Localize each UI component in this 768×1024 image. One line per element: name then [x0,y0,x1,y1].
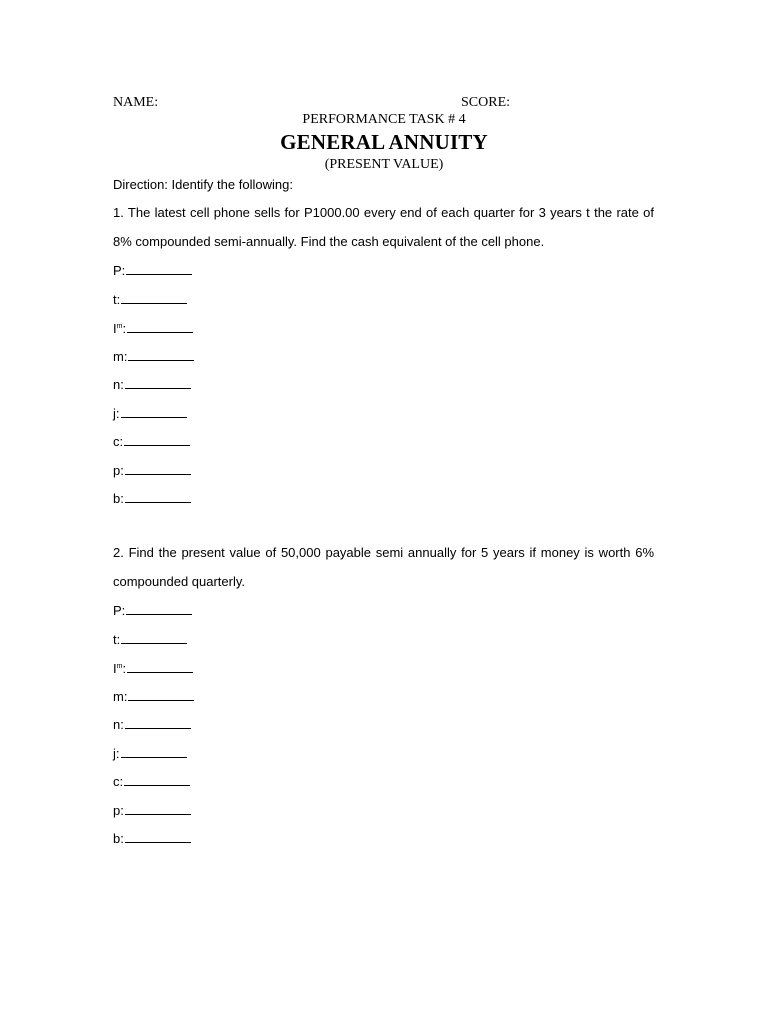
variable-label [113,348,127,366]
answer-blank[interactable] [125,461,191,475]
variable-symbol: P: [113,603,126,618]
answer-row [113,715,191,733]
answer-blank[interactable] [128,687,194,701]
answer-row [113,404,187,422]
answer-row [113,687,194,705]
answer-row [113,318,193,336]
answer-blank[interactable] [128,347,194,361]
answer-row [113,432,190,450]
answer-row [113,375,191,393]
variable-symbol: b: [113,831,124,846]
variable-label [113,773,123,791]
variable-label [113,490,124,508]
task-title: PERFORMANCE TASK # 4 [302,112,466,127]
answer-blank[interactable] [125,715,191,729]
answer-blank[interactable] [125,801,191,815]
answer-blank[interactable] [124,432,190,446]
variable-superscript: m [116,323,123,330]
answer-blank[interactable] [125,829,191,843]
name-label: NAME: [113,95,159,110]
variable-colon: : [122,661,127,676]
variable-label [113,802,124,820]
variable-label [113,433,123,451]
variable-label [113,318,126,338]
variable-symbol: b: [113,491,124,506]
answer-blank[interactable] [126,261,192,275]
answer-blank[interactable] [127,319,193,333]
answer-row [113,489,191,507]
variable-label [113,716,124,734]
variable-label [113,405,120,423]
variable-symbol: P: [113,263,126,278]
variable-symbol: I [113,661,117,676]
variable-colon: : [122,321,127,336]
variable-symbol: m: [113,348,128,364]
variable-label [113,291,120,309]
variable-symbol: p: [113,802,124,818]
variable-symbol: p: [113,462,124,478]
subtitle: (PRESENT VALUE) [324,157,444,172]
answer-blank[interactable] [125,375,191,389]
answer-row [113,630,187,648]
answer-row [113,744,187,762]
variable-label [113,631,120,649]
question-2-text: 2. Find the present value of 50,000 payable semi annually for 5 years if money is worth 6% compounded quarterly. [113,545,654,589]
question-1-text: 1. The latest cell phone sells for P1000.00 every end of each quarter for 3 years t the rate of 8% compounded semi-annually. Find the cash equivalent of the cell phone. [113,205,654,249]
direction-text: Direction: Identify the following: [113,177,293,192]
variable-label [113,376,124,394]
variable-label [113,745,120,763]
answer-blank[interactable] [124,772,190,786]
answer-blank[interactable] [121,404,187,418]
main-title: GENERAL ANNUITY [280,130,488,154]
answer-blank[interactable] [121,630,187,644]
variable-superscript: m [116,663,123,670]
answer-blank[interactable] [126,601,192,615]
answer-blank[interactable] [127,659,193,673]
answer-row [113,290,187,308]
variable-symbol: t: [113,631,121,647]
variable-symbol: n: [113,377,124,392]
answer-row [113,601,192,619]
variable-symbol: I [113,321,117,336]
answer-row [113,658,193,676]
answer-row [113,772,190,790]
variable-symbol: m: [113,688,128,704]
variable-symbol: j: [113,745,120,761]
answer-blank[interactable] [121,290,187,304]
answer-row [113,829,191,847]
variable-symbol: c: [113,434,124,449]
variable-symbol: c: [113,774,124,789]
answer-row [113,461,191,479]
answer-row [113,261,192,279]
variable-symbol: j: [113,405,120,421]
variable-label [113,658,126,678]
variable-symbol: t: [113,291,121,307]
answer-row [113,801,191,819]
variable-label [113,262,125,280]
variable-label [113,602,125,620]
variable-symbol: n: [113,717,124,732]
variable-label [113,688,127,706]
score-label: SCORE: [461,95,511,110]
answer-blank[interactable] [125,489,191,503]
variable-label [113,830,124,848]
answer-blank[interactable] [121,744,187,758]
variable-label [113,462,124,480]
answer-row [113,347,194,365]
